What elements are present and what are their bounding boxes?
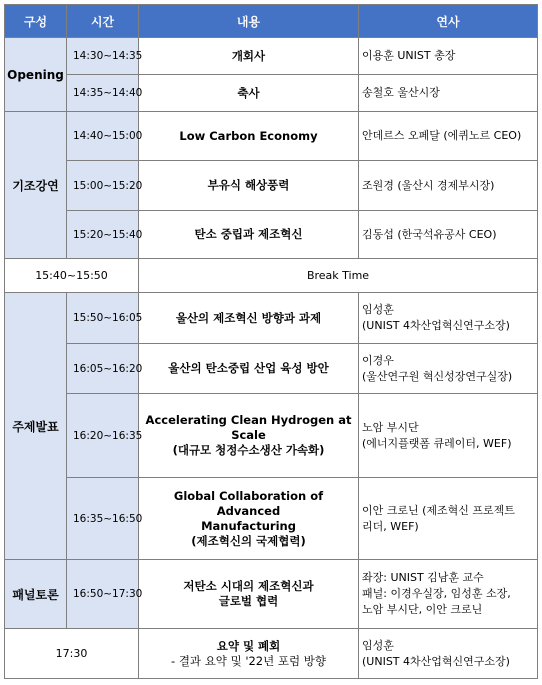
time-cell: 16:20~16:35 xyxy=(67,394,139,478)
time-cell: 15:20~15:40 xyxy=(67,211,139,259)
content-line: (제조혁신의 국제협력) xyxy=(191,533,306,548)
speaker-affiliation: 리더, WEF) xyxy=(362,519,419,533)
content-cell: 울산의 제조혁신 방향과 과제 xyxy=(139,293,359,344)
table-row xyxy=(5,112,538,161)
speaker-affiliation: (UNIST 4차산업혁신연구소장) xyxy=(362,319,510,332)
content-cell: Low Carbon Economy xyxy=(139,112,359,161)
content-line: (대규모 청정수소생산 가속화) xyxy=(172,443,325,457)
content-cell xyxy=(139,394,359,478)
time-cell: 16:35~16:50 xyxy=(67,478,139,560)
speaker-name: 노암 부시단 xyxy=(362,420,419,434)
content-line: Scale xyxy=(231,428,266,442)
content-cell: 부유식 해상풍력 xyxy=(139,161,359,211)
table-row xyxy=(5,293,538,344)
closing-row xyxy=(5,629,538,679)
speaker-cell xyxy=(359,478,538,560)
panel-members: 노암 부시단, 이안 크로닌 xyxy=(362,603,483,616)
break-label: Break Time xyxy=(139,259,538,293)
content-line: 요약 및 폐회 xyxy=(216,638,281,653)
content-cell xyxy=(139,560,359,629)
content-cell: 축사 xyxy=(139,75,359,112)
content-cell: 개회사 xyxy=(139,38,359,75)
content-line: 글로벌 협력 xyxy=(218,594,279,608)
table-row xyxy=(5,344,538,394)
time-cell: 16:50~17:30 xyxy=(67,560,139,629)
panel-moderator: 좌장: UNIST 김남훈 교수 xyxy=(362,571,484,584)
speaker-affiliation: (UNIST 4차산업혁신연구소장) xyxy=(362,654,510,668)
speaker-cell: 송철호 울산시장 xyxy=(359,75,538,112)
table-row xyxy=(5,560,538,629)
speaker-cell xyxy=(359,394,538,478)
speaker-cell: 안데르스 오페달 (에퀴노르 CEO) xyxy=(359,112,538,161)
content-cell xyxy=(139,478,359,560)
speaker-cell: 조원경 (울산시 경제부시장) xyxy=(359,161,538,211)
speaker-cell: 이용훈 UNIST 총장 xyxy=(359,38,538,75)
content-line: Manufacturing xyxy=(201,518,296,533)
panel-members: 패널: 이경우실장, 임성훈 소장, xyxy=(362,587,511,600)
break-row xyxy=(5,259,538,293)
content-cell xyxy=(139,629,359,679)
speaker-cell xyxy=(359,560,538,629)
time-cell: 15:00~15:20 xyxy=(67,161,139,211)
header-content: 내용 xyxy=(139,5,359,38)
time-cell: 16:05~16:20 xyxy=(67,344,139,394)
speaker-cell xyxy=(359,293,538,344)
time-cell: 15:50~16:05 xyxy=(67,293,139,344)
section-topic: 주제발표 xyxy=(5,293,67,560)
content-line: 저탄소 시대의 제조혁신과 xyxy=(183,579,314,593)
speaker-affiliation: (에너지플랫폼 큐레이터, WEF) xyxy=(362,436,512,450)
content-line: - 결과 요약 및 '22년 포럼 방향 xyxy=(171,653,326,668)
table-row xyxy=(5,478,538,560)
closing-time: 17:30 xyxy=(5,629,139,679)
section-keynote: 기조강연 xyxy=(5,112,67,259)
speaker-name: 이경우 xyxy=(362,353,394,367)
speaker-name: 임성훈 xyxy=(362,303,394,316)
speaker-cell xyxy=(359,629,538,679)
content-line: Accelerating Clean Hydrogen at xyxy=(145,413,352,427)
speaker-name: 이안 크로닌 (제조혁신 프로젝트 xyxy=(362,503,515,517)
header-time: 시간 xyxy=(67,5,139,38)
content-cell: 울산의 탄소중립 산업 육성 방안 xyxy=(139,344,359,394)
header-speaker: 연사 xyxy=(359,5,538,38)
content-line: Global Collaboration of Advanced xyxy=(173,488,324,518)
section-panel: 패널토론 xyxy=(5,560,67,629)
break-time: 15:40~15:50 xyxy=(5,259,139,293)
speaker-affiliation: (울산연구원 혁신성장연구실장) xyxy=(362,369,513,383)
header-row xyxy=(5,5,538,38)
time-cell: 14:40~15:00 xyxy=(67,112,139,161)
time-cell: 14:30~14:35 xyxy=(67,38,139,75)
section-opening: Opening xyxy=(5,38,67,112)
content-cell: 탄소 중립과 제조혁신 xyxy=(139,211,359,259)
table-row xyxy=(5,211,538,259)
table-row xyxy=(5,394,538,478)
program-table xyxy=(4,4,538,679)
speaker-name: 임성훈 xyxy=(362,638,394,652)
table-row xyxy=(5,75,538,112)
speaker-cell: 김동섭 (한국석유공사 CEO) xyxy=(359,211,538,259)
time-cell: 14:35~14:40 xyxy=(67,75,139,112)
speaker-cell xyxy=(359,344,538,394)
header-section: 구성 xyxy=(5,5,67,38)
table-row xyxy=(5,38,538,75)
table-row xyxy=(5,161,538,211)
